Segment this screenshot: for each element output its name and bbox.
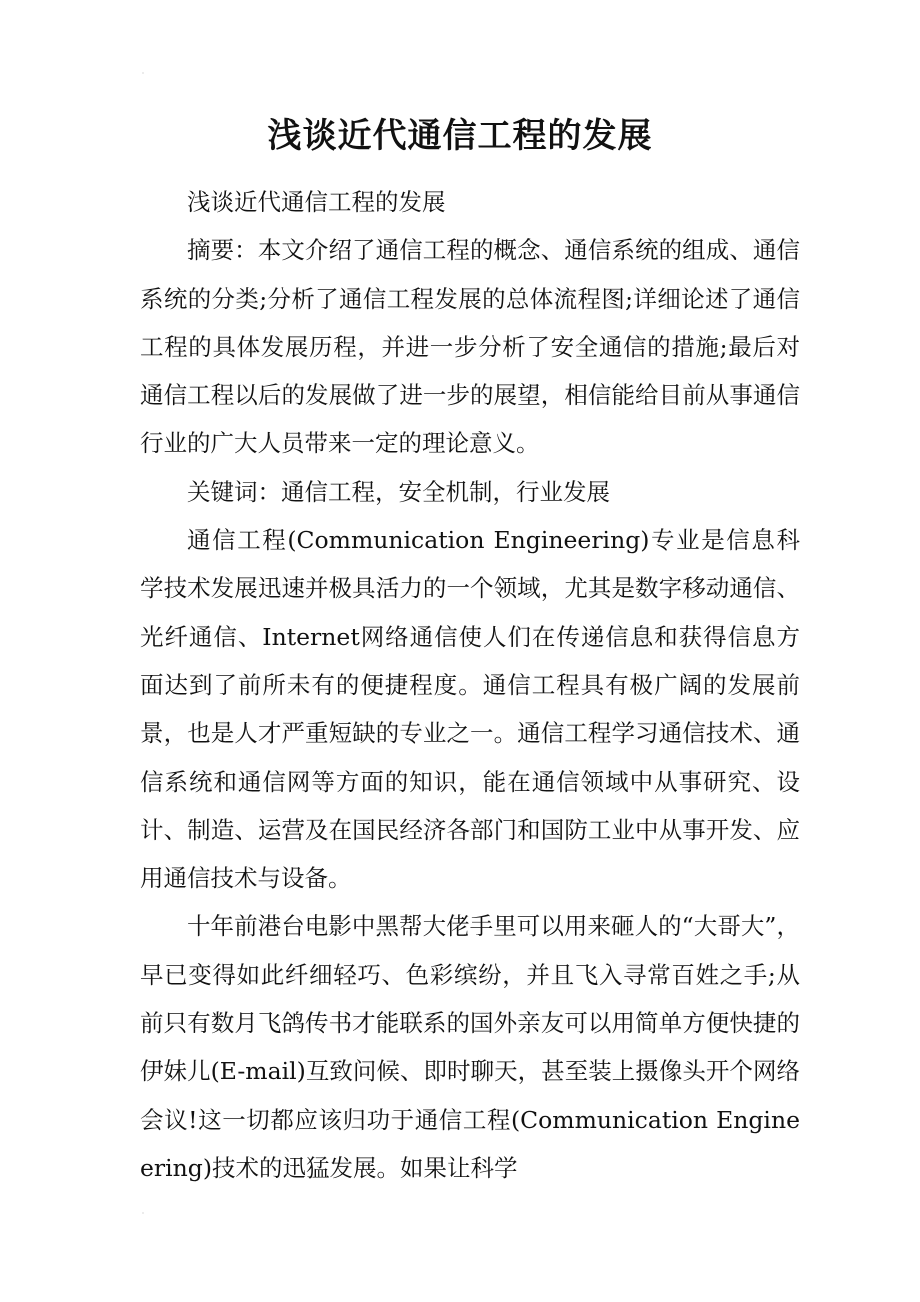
corner-mark [142, 72, 144, 74]
subtitle-paragraph: 浅谈近代通信工程的发展 [187, 188, 446, 216]
corner-mark [142, 1212, 144, 1214]
keywords-paragraph: 关键词：通信工程，安全机制，行业发展 [187, 477, 610, 506]
document-body [140, 178, 800, 1192]
intro-paragraph: 通信工程(Communication Engineering)专业是信息科学技术发展迅速并极具活力的一个领域，尤其是数字移动通信、光纤通信、Internet网络通信使人们在传递信息和获得信息方面达到了前所未有的便捷程度。通信工程具有极广阔的发展前景，也是人才严重短缺的专业之一。通信工程学习通信技术、通信系统和通信网等方面的知识，能在通信领域中从事研究、设计、制造、运营及在国民经济各部门和国防工业中从事开发、应用通信技术与设备。 [140, 526, 800, 893]
abstract-paragraph: 摘要：本文介绍了通信工程的概念、通信系统的组成、通信系统的分类;分析了通信工程发展的总体流程图;详细论述了通信工程的具体发展历程，并进一步分析了安全通信的措施;最后对通信工程以后的发展做了进一步的展望，相信能给目前从事通信行业的广大人员带来一定的理论意义。 [140, 236, 800, 458]
history-paragraph: 十年前港台电影中黑帮大佬手里可以用来砸人的“大哥大”，早已变得如此纤细轻巧、色彩缤纷，并且飞入寻常百姓之手;从前只有数月飞鸽传书才能联系的国外亲友可以用简单方便快捷的伊妹儿(E-mail)互致问候、即时聊天，甚至装上摄像头开个网络会议!这一切都应该归功于通信工程(Communication Engineering)技术的迅猛发展。如果让科学 [140, 912, 800, 1182]
document-title: 浅谈近代通信工程的发展 [267, 116, 653, 156]
